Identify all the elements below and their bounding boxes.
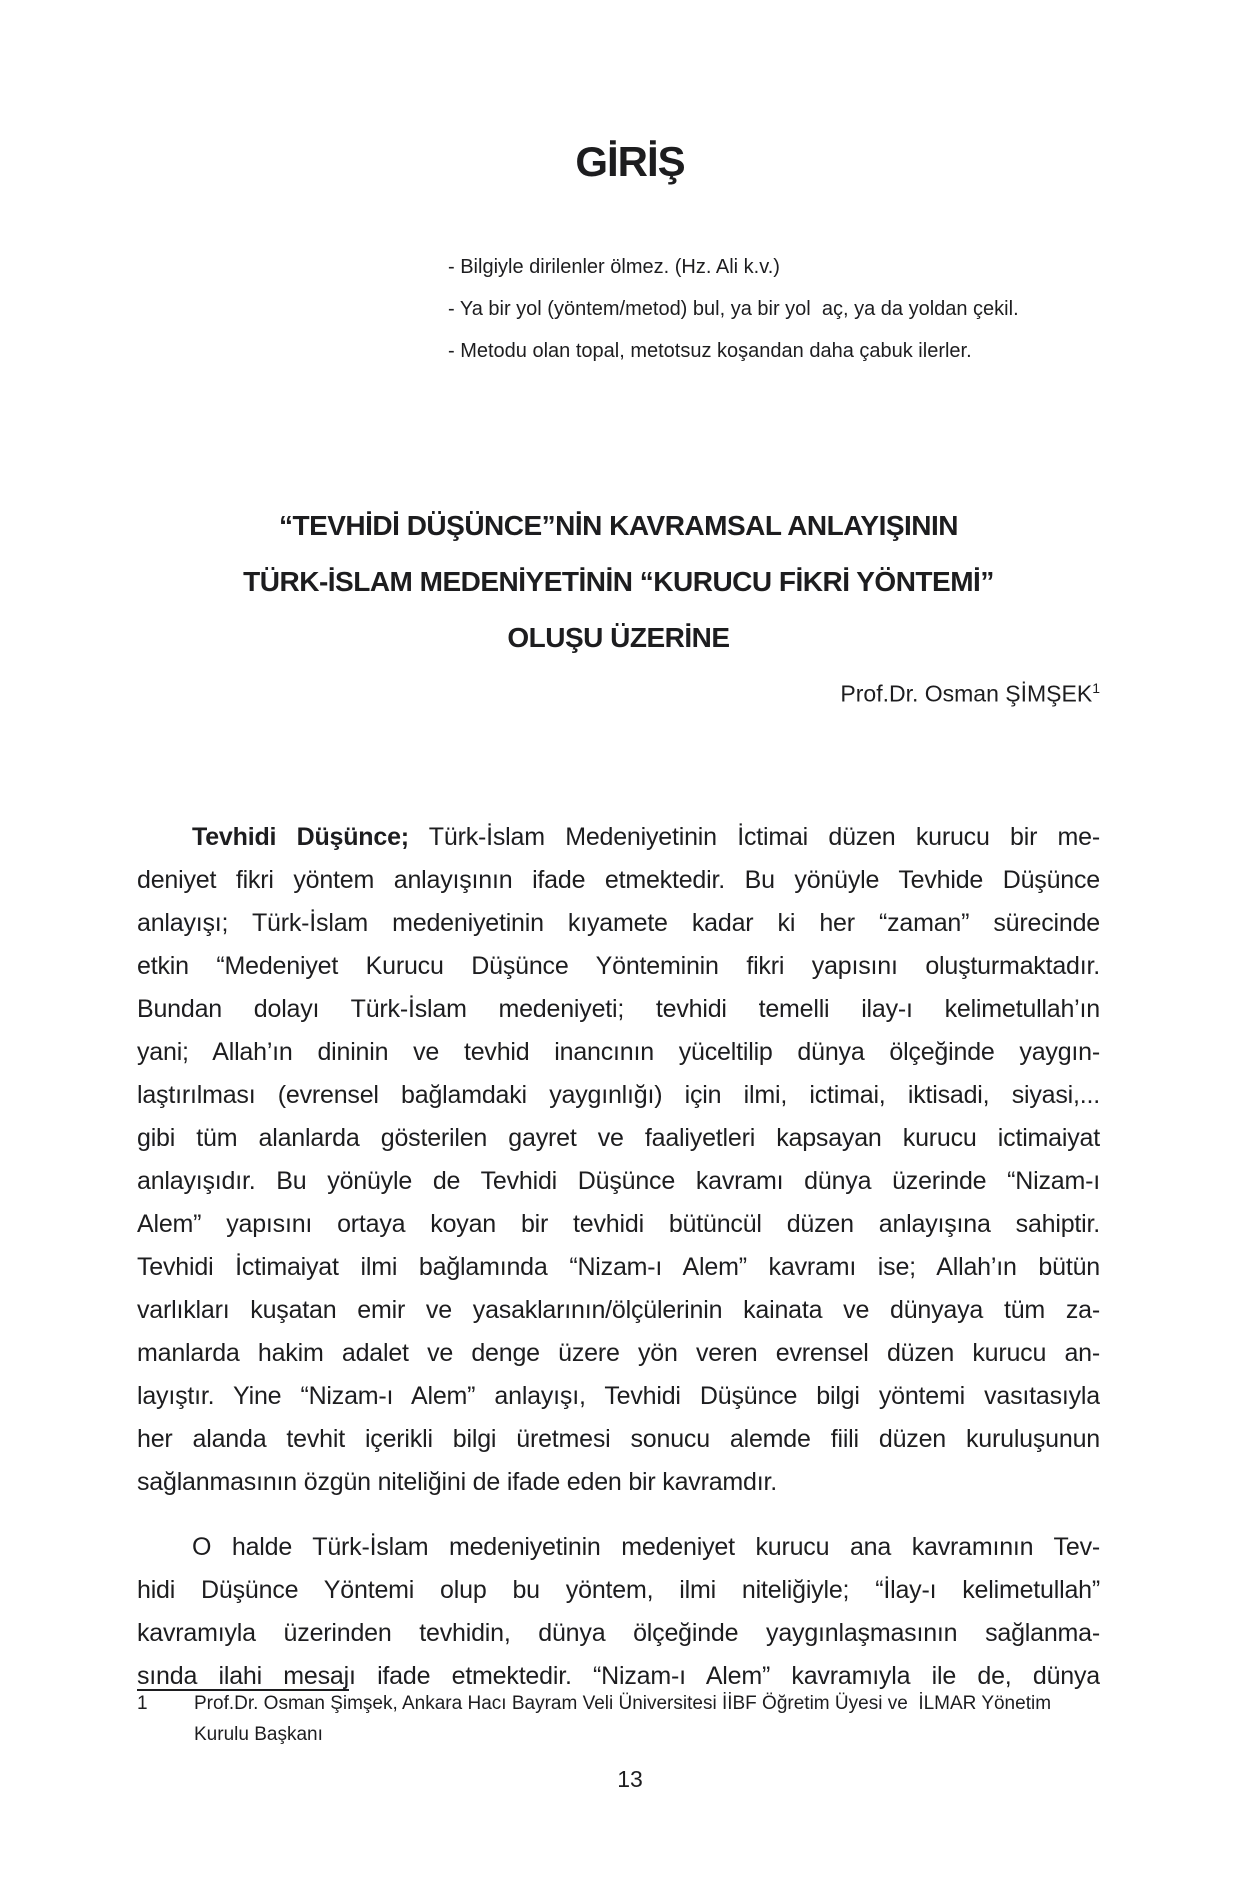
- body-text-segment: Bundan dolayı Türk-İslam medeniyeti; tevhidi temelli ilay-ı kelimetullah’ın: [137, 995, 1100, 1023]
- body-text-segment: laştırılması (evrensel bağlamdaki yaygınlığı) için ilmi, ictimai, iktisadi, siyasi,...: [137, 1081, 1100, 1109]
- page-title: GİRİŞ: [575, 138, 685, 185]
- body-line: [137, 1289, 1100, 1332]
- body-line: [137, 1074, 1100, 1117]
- heading-line: OLUŞU ÜZERİNE: [507, 622, 730, 653]
- footnote-line: Kurulu Başkanı: [194, 1724, 323, 1745]
- epigraph-list: [448, 246, 1160, 372]
- body-line: [137, 1569, 1100, 1612]
- body-text-segment: O halde Türk-İslam medeniyetinin medeniyet kurucu ana kavramının Tev-: [192, 1533, 1100, 1561]
- author-name: Prof.Dr. Osman ŞİMŞEK: [840, 680, 1093, 707]
- body-text-segment: kavramıyla üzerinden tevhidin, dünya ölçeğinde yaygınlaşmasının sağlanma-: [137, 1619, 1100, 1647]
- body-text-segment: sağlanmasının özgün niteliğini de ifade eden bir kavramdır.: [137, 1468, 777, 1496]
- author-line: [137, 680, 1100, 708]
- footnote: [137, 1688, 1100, 1750]
- body-text-segment: etkin “Medeniyet Kurucu Düşünce Yönteminin fikri yapısını oluşturmaktadır.: [137, 952, 1100, 980]
- body-text-segment: varlıkları kuşatan emir ve yasaklarının/ölçülerinin kainata ve dünyaya tüm za-: [137, 1296, 1100, 1324]
- paragraph: [137, 1526, 1100, 1698]
- body-line: [137, 1160, 1100, 1203]
- footnote-text: [194, 1688, 1100, 1750]
- body-text-segment: Alem” yapısını ortaya koyan bir tevhidi bütüncül düzen anlayışına sahiptir.: [137, 1210, 1100, 1238]
- body-text-segment: Tevhidi Düşünce;: [192, 823, 409, 851]
- epigraph-line: - Ya bir yol (yöntem/metod) bul, ya bir yol aç, ya da yoldan çekil.: [448, 298, 1019, 320]
- body-text: [137, 816, 1100, 1698]
- body-text-segment: deniyet fikri yöntem anlayışının ifade etmektedir. Bu yönüyle Tevhide Düşünce: [137, 866, 1100, 894]
- body-line: [137, 1375, 1100, 1418]
- article-heading: [137, 498, 1100, 666]
- body-text-segment: layıştır. Yine “Nizam-ı Alem” anlayışı, Tevhidi Düşünce bilgi yöntemi vasıtasıyla: [137, 1382, 1100, 1410]
- body-text-segment: manlarda hakim adalet ve denge üzere yön veren evrensel düzen kurucu an-: [137, 1339, 1100, 1367]
- body-line: [137, 1526, 1100, 1569]
- heading-line: TÜRK-İSLAM MEDENİYETİNİN “KURUCU FİKRİ YÖNTEMİ”: [243, 566, 994, 597]
- page-number: 13: [617, 1766, 643, 1792]
- body-line: [137, 1246, 1100, 1289]
- epigraph-line: - Metodu olan topal, metotsuz koşandan daha çabuk ilerler.: [448, 340, 972, 362]
- body-line: [137, 1332, 1100, 1375]
- body-text-segment: Türk-İslam Medeniyetinin İctimai düzen kurucu bir me-: [408, 823, 1100, 851]
- body-line: [137, 902, 1100, 945]
- body-text-segment: her alanda tevhit içerikli bilgi üretmesi sonucu alemde fiili düzen kuruluşunun: [137, 1425, 1100, 1453]
- footnote-number: 1: [137, 1693, 148, 1714]
- body-line: [137, 988, 1100, 1031]
- body-text-segment: yani; Allah’ın dininin ve tevhid inancının yüceltilip dünya ölçeğinde yaygın-: [137, 1038, 1100, 1066]
- body-line: [137, 1612, 1100, 1655]
- epigraph-line: - Bilgiyle dirilenler ölmez. (Hz. Ali k.v.): [448, 256, 780, 278]
- body-line: [137, 859, 1100, 902]
- body-line: [137, 816, 1100, 859]
- body-line: [137, 1461, 1100, 1504]
- body-line: [137, 1203, 1100, 1246]
- body-text-segment: hidi Düşünce Yöntemi olup bu yöntem, ilmi niteliğiyle; “İlay-ı kelimetullah”: [137, 1576, 1100, 1604]
- body-line: [137, 1418, 1100, 1461]
- footnote-line: Prof.Dr. Osman Şimşek, Ankara Hacı Bayram Veli Üniversitesi İİBF Öğretim Üyesi ve İLMAR Yönetim: [194, 1693, 1052, 1714]
- body-text-segment: ı ifade etmektedir. “Nizam-ı Alem” kavramıyla ile de, dünya: [348, 1662, 1100, 1690]
- body-line: [137, 945, 1100, 988]
- body-text-segment: anlayışıdır. Bu yönüyle de Tevhidi Düşünce kavramı dünya üzerinde “Nizam-ı: [137, 1167, 1100, 1195]
- heading-line: “TEVHİDİ DÜŞÜNCE”NİN KAVRAMSAL ANLAYIŞININ: [278, 510, 959, 541]
- body-line: [137, 1117, 1100, 1160]
- body-line: [137, 1031, 1100, 1074]
- author-footnote-ref: 1: [1092, 680, 1100, 696]
- body-text-segment: gibi tüm alanlarda gösterilen gayret ve faaliyetleri kapsayan kurucu ictimaiyat: [137, 1124, 1100, 1152]
- body-text-segment: Tevhidi İctimaiyat ilmi bağlamında “Nizam-ı Alem” kavramı ise; Allah’ın bütün: [137, 1253, 1100, 1281]
- paragraph: [137, 816, 1100, 1504]
- body-text-segment: sında ilahi mesaj: [137, 1662, 349, 1690]
- body-text-segment: anlayışı; Türk-İslam medeniyetinin kıyamete kadar ki her “zaman” sürecinde: [137, 909, 1100, 937]
